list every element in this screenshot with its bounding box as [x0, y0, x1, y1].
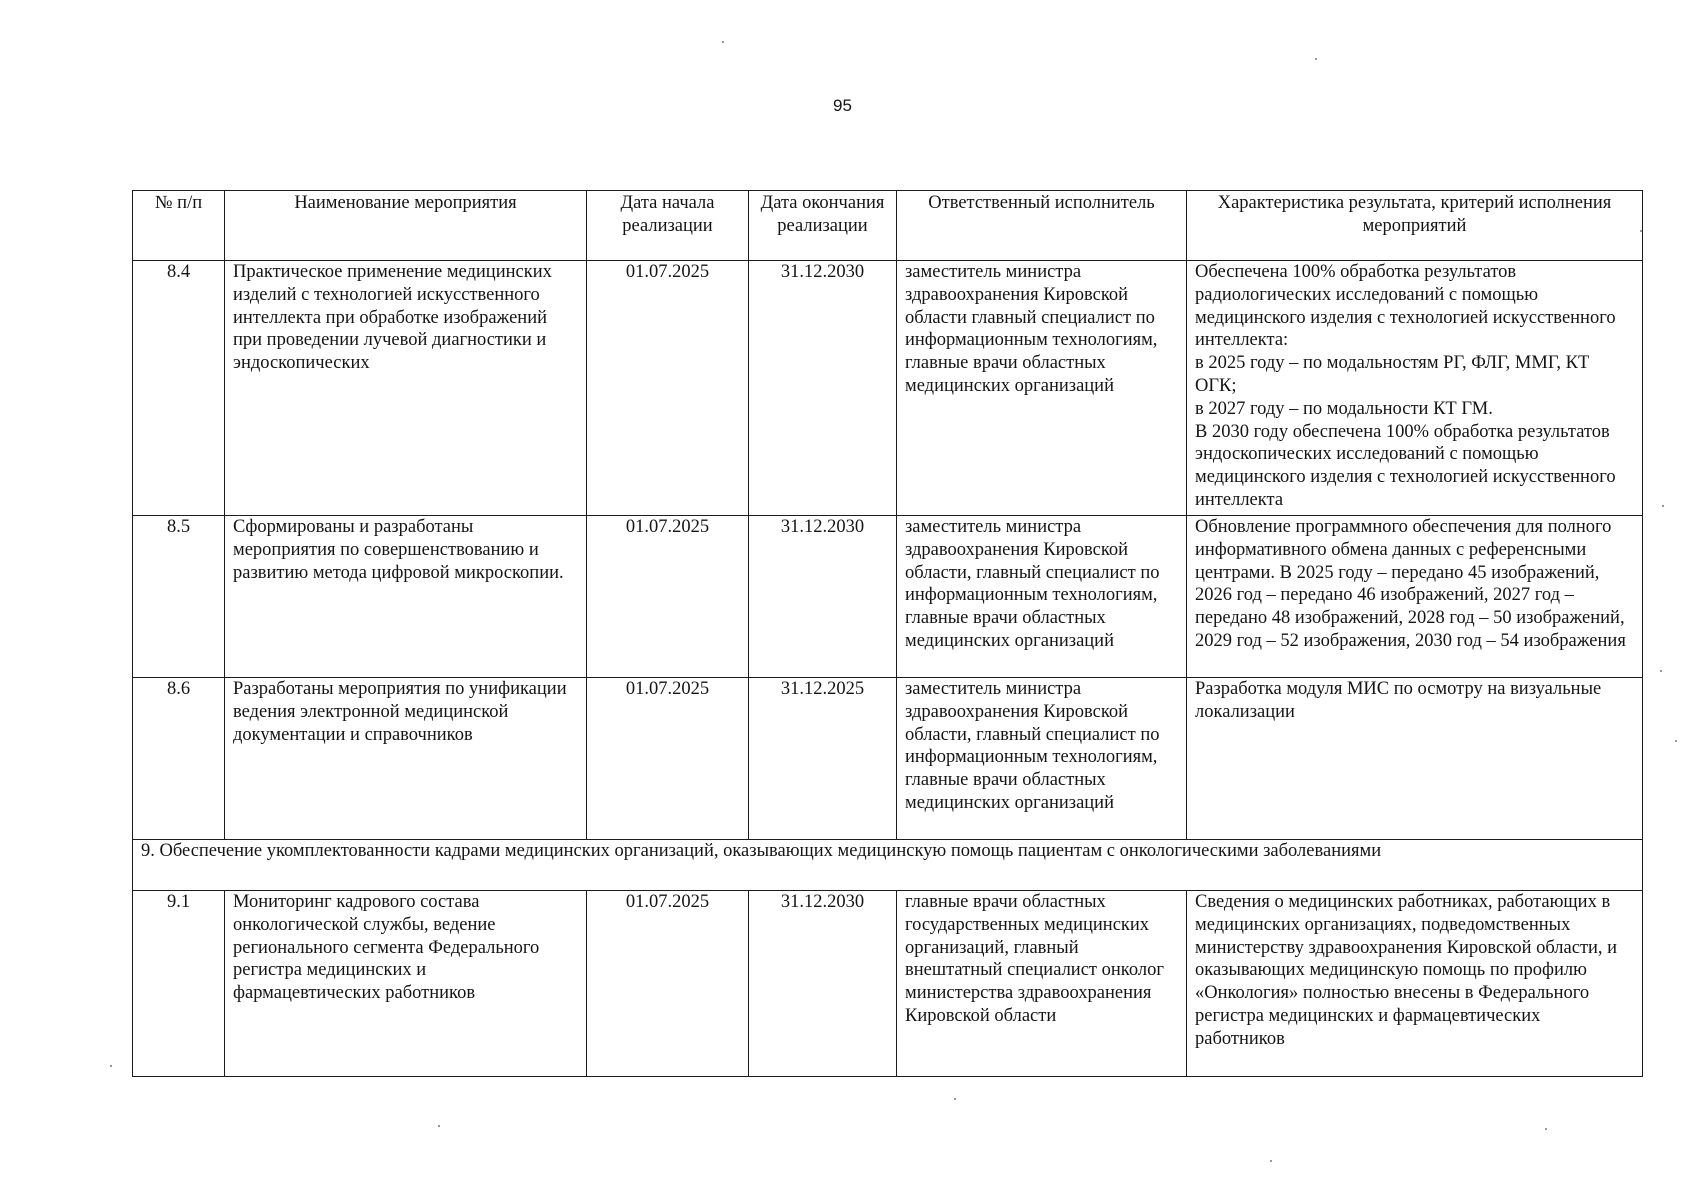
row-name: Сформированы и разработаны мероприятия по совершенствованию и развитию метода цифровой микроскопии. — [225, 516, 587, 678]
row-executor: заместитель министра здравоохранения Кировской области главный специалист по информационным технологиям, главные врачи областных медицинских организаций — [897, 261, 1187, 516]
scan-speck — [438, 1125, 440, 1127]
scan-speck — [722, 41, 724, 43]
row-name: Разработаны мероприятия по унификации ведения электронной медицинской документации и справочников — [225, 678, 587, 840]
table-row — [133, 261, 1643, 516]
scan-speck — [1315, 58, 1317, 60]
row-start-date: 01.07.2025 — [587, 891, 749, 1077]
page-number: 95 — [833, 96, 852, 115]
row-num: 8.6 — [133, 678, 225, 840]
row-start-date: 01.07.2025 — [587, 261, 749, 516]
row-num: 8.5 — [133, 516, 225, 678]
header-num: № п/п — [133, 191, 225, 261]
row-name: Практическое применение медицинских изделий с технологией искусственного интеллекта при обработке изображений при проведении лучевой диагностики и эндоскопических — [225, 261, 587, 516]
scan-speck — [110, 1065, 112, 1067]
row-executor: заместитель министра здравоохранения Кировской области, главный специалист по информационным технологиям, главные врачи областных медицинских организаций — [897, 678, 1187, 840]
row-end-date: 31.12.2025 — [749, 678, 897, 840]
table-row — [133, 516, 1643, 678]
header-executor: Ответственный исполнитель — [897, 191, 1187, 261]
row-result: Разработка модуля МИС по осмотру на визуальные локализации — [1187, 678, 1643, 840]
scan-speck — [954, 1098, 956, 1100]
scan-speck — [1662, 505, 1664, 507]
section-title: 9. Обеспечение укомплектованности кадрами медицинских организаций, оказывающих медицинскую помощь пациентам с онкологическими заболеваниями — [133, 840, 1643, 891]
row-executor: заместитель министра здравоохранения Кировской области, главный специалист по информационным технологиям, главные врачи областных медицинских организаций — [897, 516, 1187, 678]
header-result: Характеристика результата, критерий исполнения мероприятий — [1187, 191, 1643, 261]
section-row — [133, 840, 1643, 891]
header-start-date: Дата начала реализации — [587, 191, 749, 261]
scan-speck — [1675, 740, 1677, 742]
row-start-date: 01.07.2025 — [587, 516, 749, 678]
row-end-date: 31.12.2030 — [749, 516, 897, 678]
table-row — [133, 891, 1643, 1077]
scan-speck — [1660, 670, 1662, 672]
activities-table — [132, 190, 1643, 1077]
row-result: Обеспечена 100% обработка результатов радиологических исследований с помощью медицинского изделия с технологией искусственного интеллекта: в 2025 году – по модальностям РГ, ФЛГ, ММГ, КТ ОГК; в 2027 году – по модальности КТ ГМ. В 2030 году обеспечена 100% обработка результатов эндоскопических исследований с помощью медицинского изделия с технологией искусственного интеллекта — [1187, 261, 1643, 516]
scan-speck — [1270, 1160, 1272, 1162]
row-executor: главные врачи областных государственных медицинских организаций, главный внештатный специалист онколог министерства здравоохранения Кировской области — [897, 891, 1187, 1077]
header-end-date: Дата окончания реализации — [749, 191, 897, 261]
row-num: 9.1 — [133, 891, 225, 1077]
row-start-date: 01.07.2025 — [587, 678, 749, 840]
scan-speck — [1640, 230, 1642, 232]
row-num: 8.4 — [133, 261, 225, 516]
table-row — [133, 678, 1643, 840]
scan-speck — [1545, 1128, 1547, 1130]
row-end-date: 31.12.2030 — [749, 891, 897, 1077]
table-header-row — [133, 191, 1643, 261]
row-result: Обновление программного обеспечения для полного информативного обмена данных с референсными центрами. В 2025 году – передано 45 изображений, 2026 год – передано 46 изображений, 2027 год – передано 48 изображений, 2028 год – 50 изображений, 2029 год – 52 изображения, 2030 год – 54 изображения — [1187, 516, 1643, 678]
row-end-date: 31.12.2030 — [749, 261, 897, 516]
row-result: Сведения о медицинских работниках, работающих в медицинских организациях, подведомственных министерству здравоохранения Кировской области, и оказывающих медицинскую помощь по профилю «Онкология» полностью внесены в Федерального регистра медицинских и фармацевтических работников — [1187, 891, 1643, 1077]
row-name: Мониторинг кадрового состава онкологической службы, ведение регионального сегмента Федерального регистра медицинских и фармацевтических работников — [225, 891, 587, 1077]
header-name: Наименование мероприятия — [225, 191, 587, 261]
